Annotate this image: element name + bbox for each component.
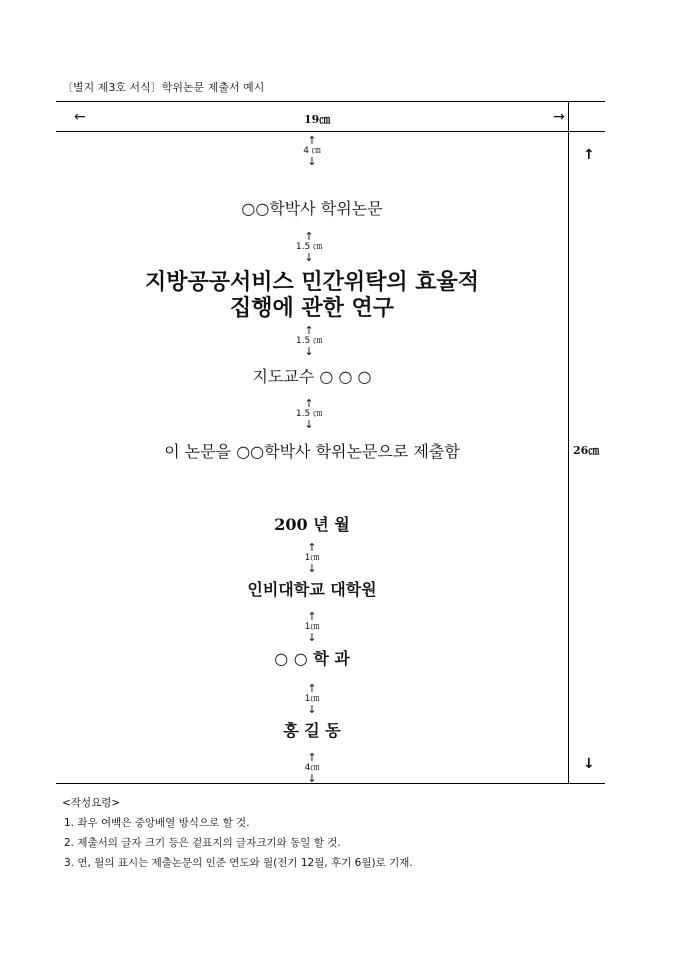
- arrow-down-icon: ↓: [304, 345, 314, 358]
- frame-width-divider: [56, 131, 605, 132]
- frame-height-divider: [568, 101, 569, 783]
- frame-top-border: [56, 101, 605, 102]
- arrow-up-icon: ↑: [307, 541, 317, 554]
- spacing-marker-7: [287, 683, 337, 715]
- arrow-up-icon: ↑: [304, 324, 314, 337]
- spacing-label: 1㎝: [304, 622, 320, 632]
- spacing-label: 4 ㎝: [303, 146, 321, 156]
- arrow-up-icon: ↑: [307, 682, 317, 695]
- spacing-marker-3: [284, 325, 334, 357]
- spacing-label: 1㎝: [304, 694, 320, 704]
- arrow-down-icon: ↓: [307, 631, 317, 644]
- author-name: 홍 길 동: [283, 721, 341, 740]
- arrow-up-icon: ↑: [307, 610, 317, 623]
- arrow-down-icon: ↓: [307, 703, 317, 716]
- degree-line: ○○학박사 학위논문: [241, 199, 383, 218]
- spacing-label: 1.5 ㎝: [295, 409, 323, 419]
- arrow-up-icon: ↑: [307, 751, 317, 764]
- guideline-item-2: 2. 제출서의 글자 크기 등은 겉표지의 글자크기와 동일 할 것.: [64, 837, 341, 849]
- department-name: ○ ○ 학 과: [274, 649, 350, 668]
- guidelines-title: <작성요령>: [62, 797, 121, 809]
- width-label: 19㎝: [304, 113, 331, 126]
- arrow-down-icon: ↓: [307, 562, 317, 575]
- arrow-up-icon: ↑: [304, 397, 314, 410]
- submission-statement: 이 논문을 ○○학박사 학위논문으로 제출함: [164, 442, 460, 461]
- spacing-label: 1.5 ㎝: [295, 242, 323, 252]
- spacing-marker-top: [287, 135, 337, 167]
- guideline-item-1: 1. 좌우 여백은 중앙배열 방식으로 할 것.: [64, 817, 250, 829]
- spacing-label: 4㎝: [304, 763, 320, 773]
- spacing-label: 1.5 ㎝: [295, 336, 323, 346]
- spacing-label: 1㎝: [304, 553, 320, 563]
- height-up-arrow-icon: ↑: [583, 147, 595, 163]
- spacing-marker-6: [287, 611, 337, 643]
- arrow-down-icon: ↓: [304, 251, 314, 264]
- width-right-arrow: →: [553, 109, 565, 125]
- advisor-line: 지도교수 ○ ○ ○: [252, 367, 372, 386]
- guideline-item-3: 3. 연, 월의 표시는 제출논문의 인준 연도와 월(전기 12월, 후기 6월)로 기재.: [64, 857, 413, 869]
- thesis-title-line1: 지방공공서비스 민간위탁의 효율적: [144, 269, 480, 295]
- thesis-title-line2: 집행에 관한 연구: [229, 295, 395, 321]
- writing-guidelines: [62, 793, 413, 873]
- arrow-down-icon: ↓: [307, 155, 317, 168]
- arrow-down-icon: ↓: [304, 418, 314, 431]
- spacing-marker-4: [284, 398, 334, 430]
- height-down-arrow-icon: ↓: [583, 756, 595, 772]
- spacing-marker-5: [287, 542, 337, 574]
- thesis-title: [56, 269, 568, 321]
- date-line: 200 년 월: [274, 515, 350, 534]
- form-header: 〔별지 제3호 서식〕학위논문 제출서 예시: [62, 81, 265, 94]
- arrow-up-icon: ↑: [307, 134, 317, 147]
- width-left-arrow: ←: [74, 109, 86, 125]
- arrow-up-icon: ↑: [304, 230, 314, 243]
- school-name: 인비대학교 대학원: [247, 580, 377, 599]
- spacing-marker-bottom: [287, 752, 337, 784]
- height-label: 26㎝: [573, 444, 600, 457]
- arrow-down-icon: ↓: [307, 772, 317, 785]
- spacing-marker-2: [284, 231, 334, 263]
